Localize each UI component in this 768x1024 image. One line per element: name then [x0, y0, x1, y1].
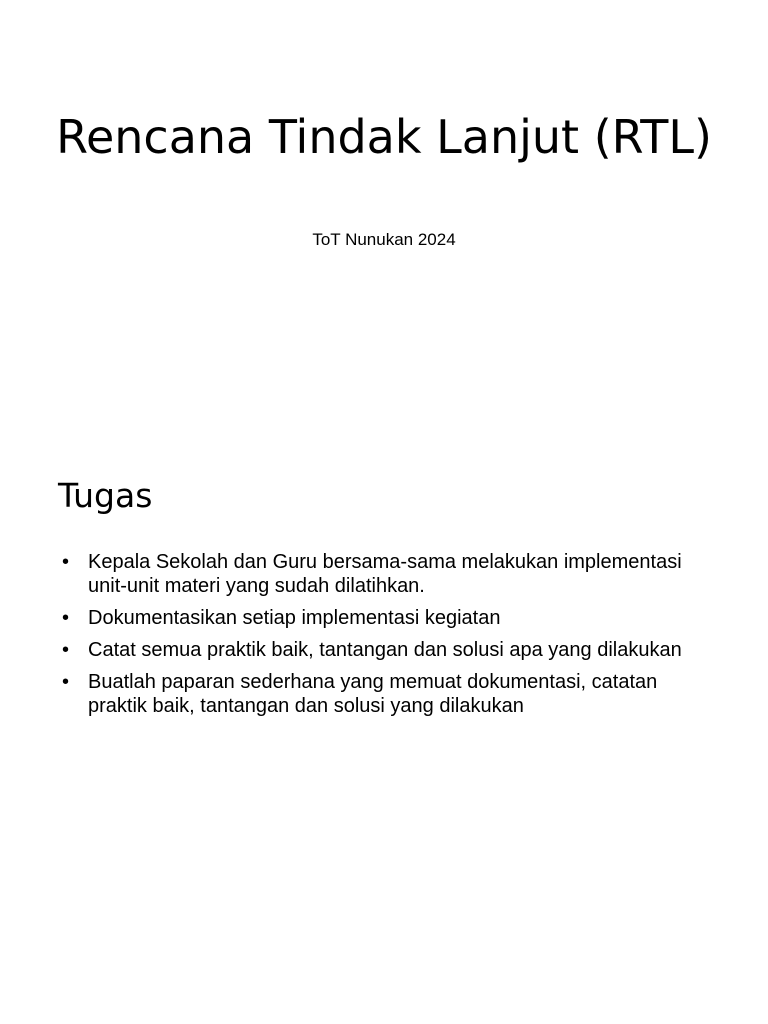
tasks-heading: Tugas	[58, 476, 153, 515]
task-item-3	[62, 638, 702, 662]
slide-title: Rencana Tindak Lanjut (RTL)	[56, 110, 712, 164]
task-text: Catat semua praktik baik, tantangan dan solusi apa yang dilakukan	[88, 639, 682, 661]
task-list	[62, 550, 702, 726]
bullet-icon: •	[62, 551, 70, 573]
title-slide	[0, 0, 768, 400]
task-text: Dokumentasikan setiap implementasi kegiatan	[88, 607, 501, 629]
slide-subtitle: ToT Nunukan 2024	[312, 230, 456, 249]
bullet-icon: •	[62, 639, 70, 661]
task-item-1	[62, 550, 702, 598]
task-item-4	[62, 670, 702, 718]
bullet-icon: •	[62, 607, 70, 629]
task-text: Kepala Sekolah dan Guru bersama-sama melakukan implementasi unit-unit materi yang sudah dilatihkan.	[88, 551, 682, 597]
tasks-slide	[0, 440, 768, 840]
task-text: Buatlah paparan sederhana yang memuat dokumentasi, catatan praktik baik, tantangan dan solusi yang dilakukan	[88, 671, 658, 717]
bullet-icon: •	[62, 671, 70, 693]
task-item-2	[62, 606, 702, 630]
